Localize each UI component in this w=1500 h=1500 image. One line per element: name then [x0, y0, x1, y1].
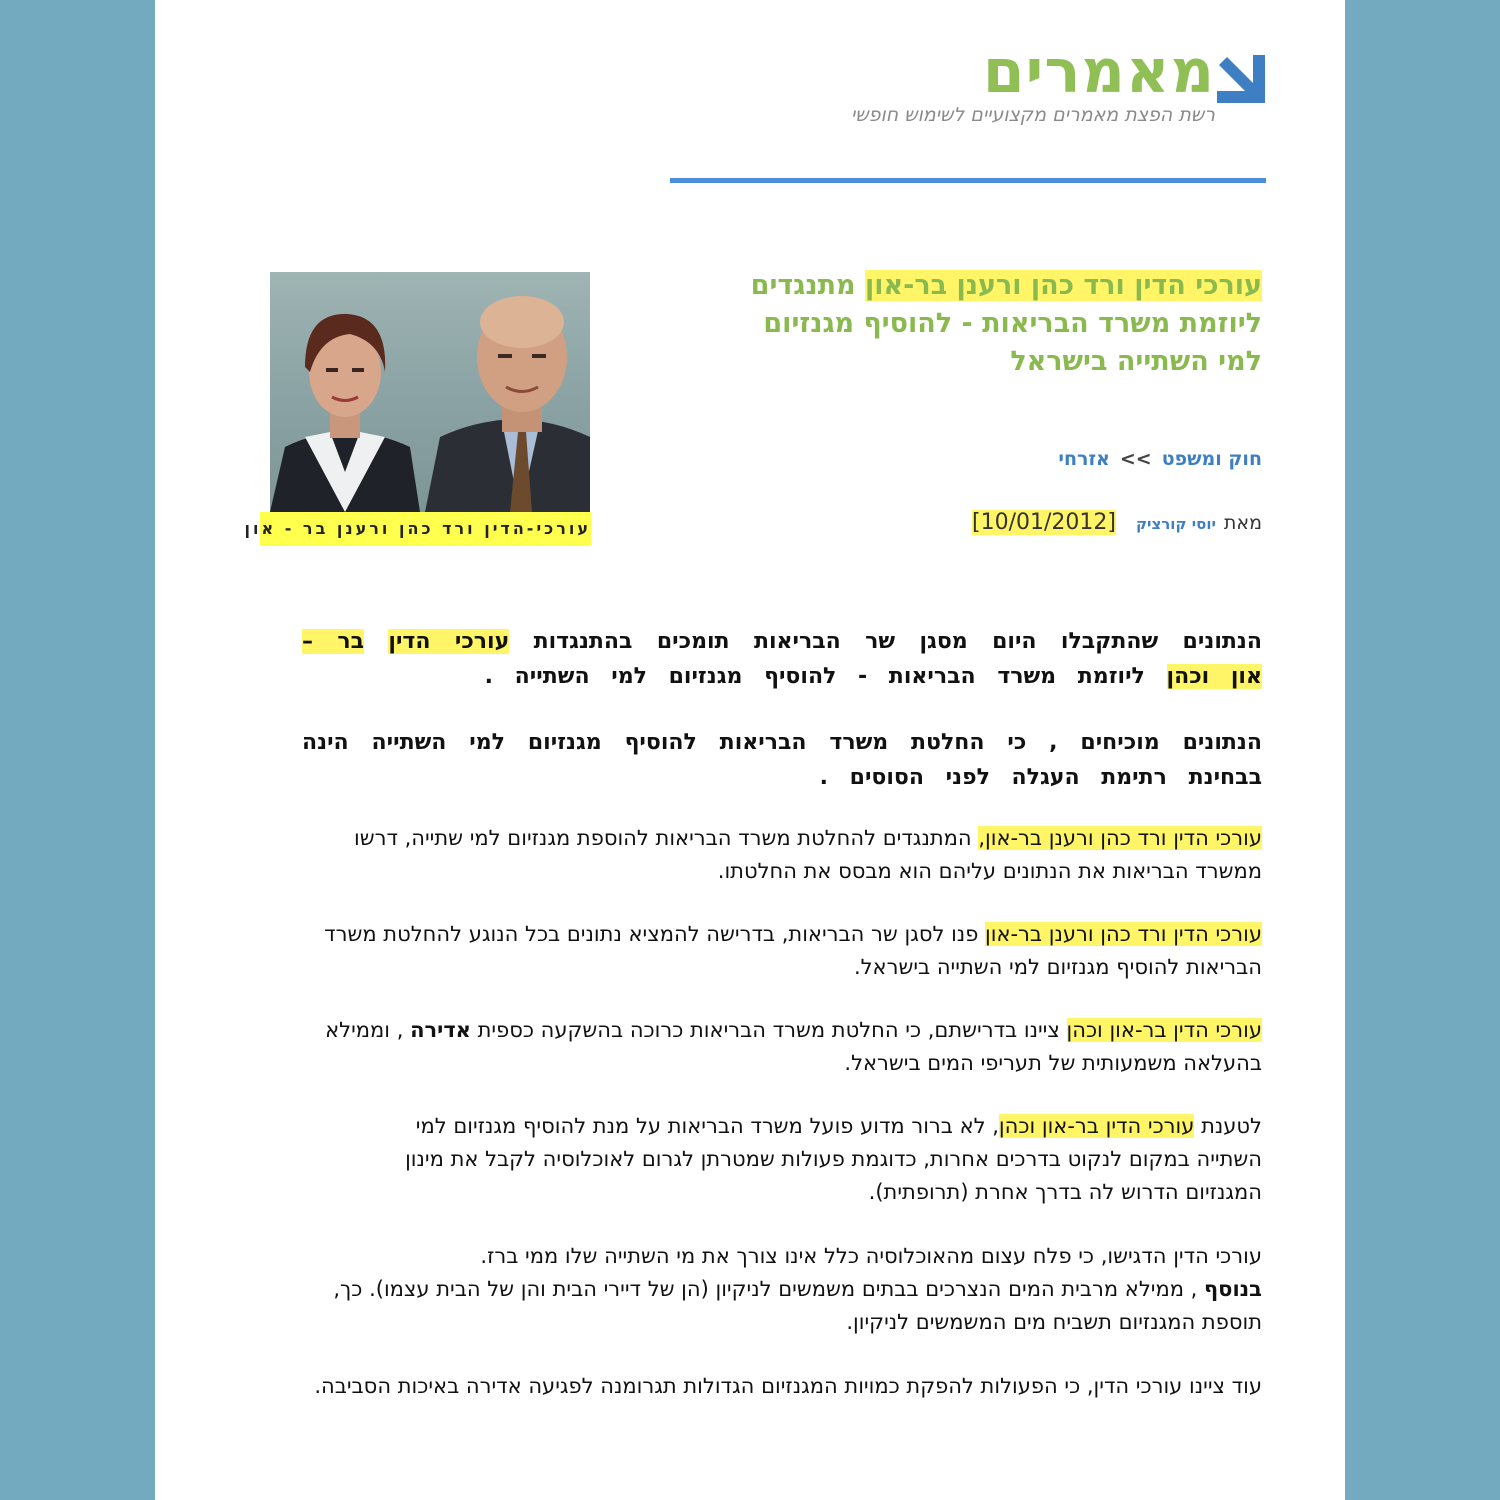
- emphasis-text: בנוסף: [1204, 1277, 1262, 1301]
- header-divider: [670, 178, 1266, 183]
- paragraph-text: לטענת: [1194, 1114, 1262, 1138]
- paragraph-text: , ממילא מרבית המים הנצרכים בבתים משמשים לניקיון (הן של דיירי הבית והן של הבית עצמו). כך, תוספת המגנזיום תשביח מים המשמשים לניקיון.: [333, 1277, 1262, 1334]
- logo-arrow-icon: [1213, 55, 1267, 105]
- breadcrumb-separator: >>: [1119, 448, 1152, 470]
- text-highlight: עורכי הדין: [388, 629, 510, 654]
- paragraph-text: הנתונים שהתקבלו היום מסגן שר הבריאות תומכים בהתנגדות: [509, 629, 1262, 654]
- lawyers-photo: [270, 272, 590, 512]
- breadcrumb-subcategory-link[interactable]: אזרחי: [1058, 448, 1110, 470]
- photo-caption: עורכי-הדין ורד כהן ורענן בר - און: [260, 512, 591, 546]
- paragraph-text: ציינו בדרישתם, כי החלטת משרד הבריאות כרוכה בהשקעה כספית: [470, 1018, 1067, 1042]
- paragraph-text: פנו לסגן שר הבריאות, בדרישה להמציא נתונים בכל הנוגע להחלטת משרד הבריאות להוסיף מגנזיום למי השתייה בישראל.: [324, 922, 1262, 979]
- article-paragraph: [302, 822, 1262, 888]
- article-paragraph: הנתונים מוכיחים , כי החלטת משרד הבריאות להוסיף מגנזיום למי השתייה הינה בבחינת רתימת העגלה לפני הסוסים .: [302, 730, 1262, 790]
- article-paragraph: [302, 1014, 1262, 1080]
- article-paragraph: עוד ציינו עורכי הדין, כי הפעולות להפקת כמויות המגנזיום הגדולות תגרומנה לפגיעה אדירה באיכות הסביבה.: [314, 1374, 1262, 1398]
- paragraph-text: ליוזמת משרד הבריאות - להוסיף מגנזיום למי השתייה .: [484, 664, 1167, 689]
- site-tagline: רשת הפצת מאמרים מקצועיים לשימוש חופשי: [850, 104, 1215, 126]
- article-paragraph: [302, 624, 1262, 694]
- article-paragraph: [302, 1240, 1262, 1339]
- breadcrumb-category-link[interactable]: חוק ומשפט: [1161, 448, 1262, 470]
- byline-from-label: מאת: [1223, 512, 1262, 534]
- article-paragraph: [302, 918, 1262, 984]
- breadcrumb: [1058, 448, 1262, 470]
- byline: [972, 510, 1262, 535]
- article-paragraph: [382, 1110, 1262, 1209]
- title-part: מתנגדים: [750, 270, 865, 301]
- photo-illustration: [270, 272, 590, 512]
- article-title: [622, 267, 1262, 381]
- article-page: [155, 0, 1345, 1500]
- title-part: למי השתייה בישראל: [1010, 346, 1262, 377]
- title-part: ליוזמת משרד הבריאות - להוסיף מגנזיום: [763, 308, 1262, 339]
- paragraph-text: , לא ברור מדוע פועל משרד הבריאות על מנת להוסיף מגנזיום למי השתייה במקום לנקוט בדרכים אחרות, כדוגמת פעולות שמטרתן לגרום לאוכלוסיה לקבל את מינון המגנזיום הדרוש לה בדרך אחרת (תרופתית).: [405, 1114, 1262, 1204]
- text-highlight: עורכי הדין בר-און וכהן: [998, 1114, 1195, 1138]
- paragraph-text: עורכי הדין הדגישו, כי פלח עצום מהאוכלוסיה כלל אינו צורך את מי השתייה שלו ממי ברז.: [480, 1244, 1262, 1268]
- emphasis-text: אדירה: [410, 1018, 471, 1042]
- text-highlight: בר – און וכהן: [302, 629, 1262, 689]
- publish-date: [10/01/2012]: [972, 510, 1117, 535]
- site-logo[interactable]: מאמרים: [982, 37, 1215, 107]
- title-highlight: עורכי הדין ורד כהן ורענן בר-און: [864, 270, 1262, 301]
- text-highlight: עורכי הדין ורד כהן ורענן בר-און,: [978, 826, 1262, 850]
- author-link[interactable]: יוסי קורציק: [1136, 515, 1216, 533]
- paragraph-text: המתנגדים להחלטת משרד הבריאות להוספת מגנזיום למי שתייה, דרשו ממשרד הבריאות את הנתונים עליהם הוא מבסס את החלטתו.: [353, 826, 1262, 883]
- text-highlight: עורכי הדין ורד כהן ורענן בר-און: [985, 922, 1262, 946]
- text-highlight: עורכי הדין בר-און וכהן: [1066, 1018, 1262, 1042]
- paragraph-text: , וממילא בהעלאה משמעותית של תעריפי המים בישראל.: [325, 1018, 1262, 1075]
